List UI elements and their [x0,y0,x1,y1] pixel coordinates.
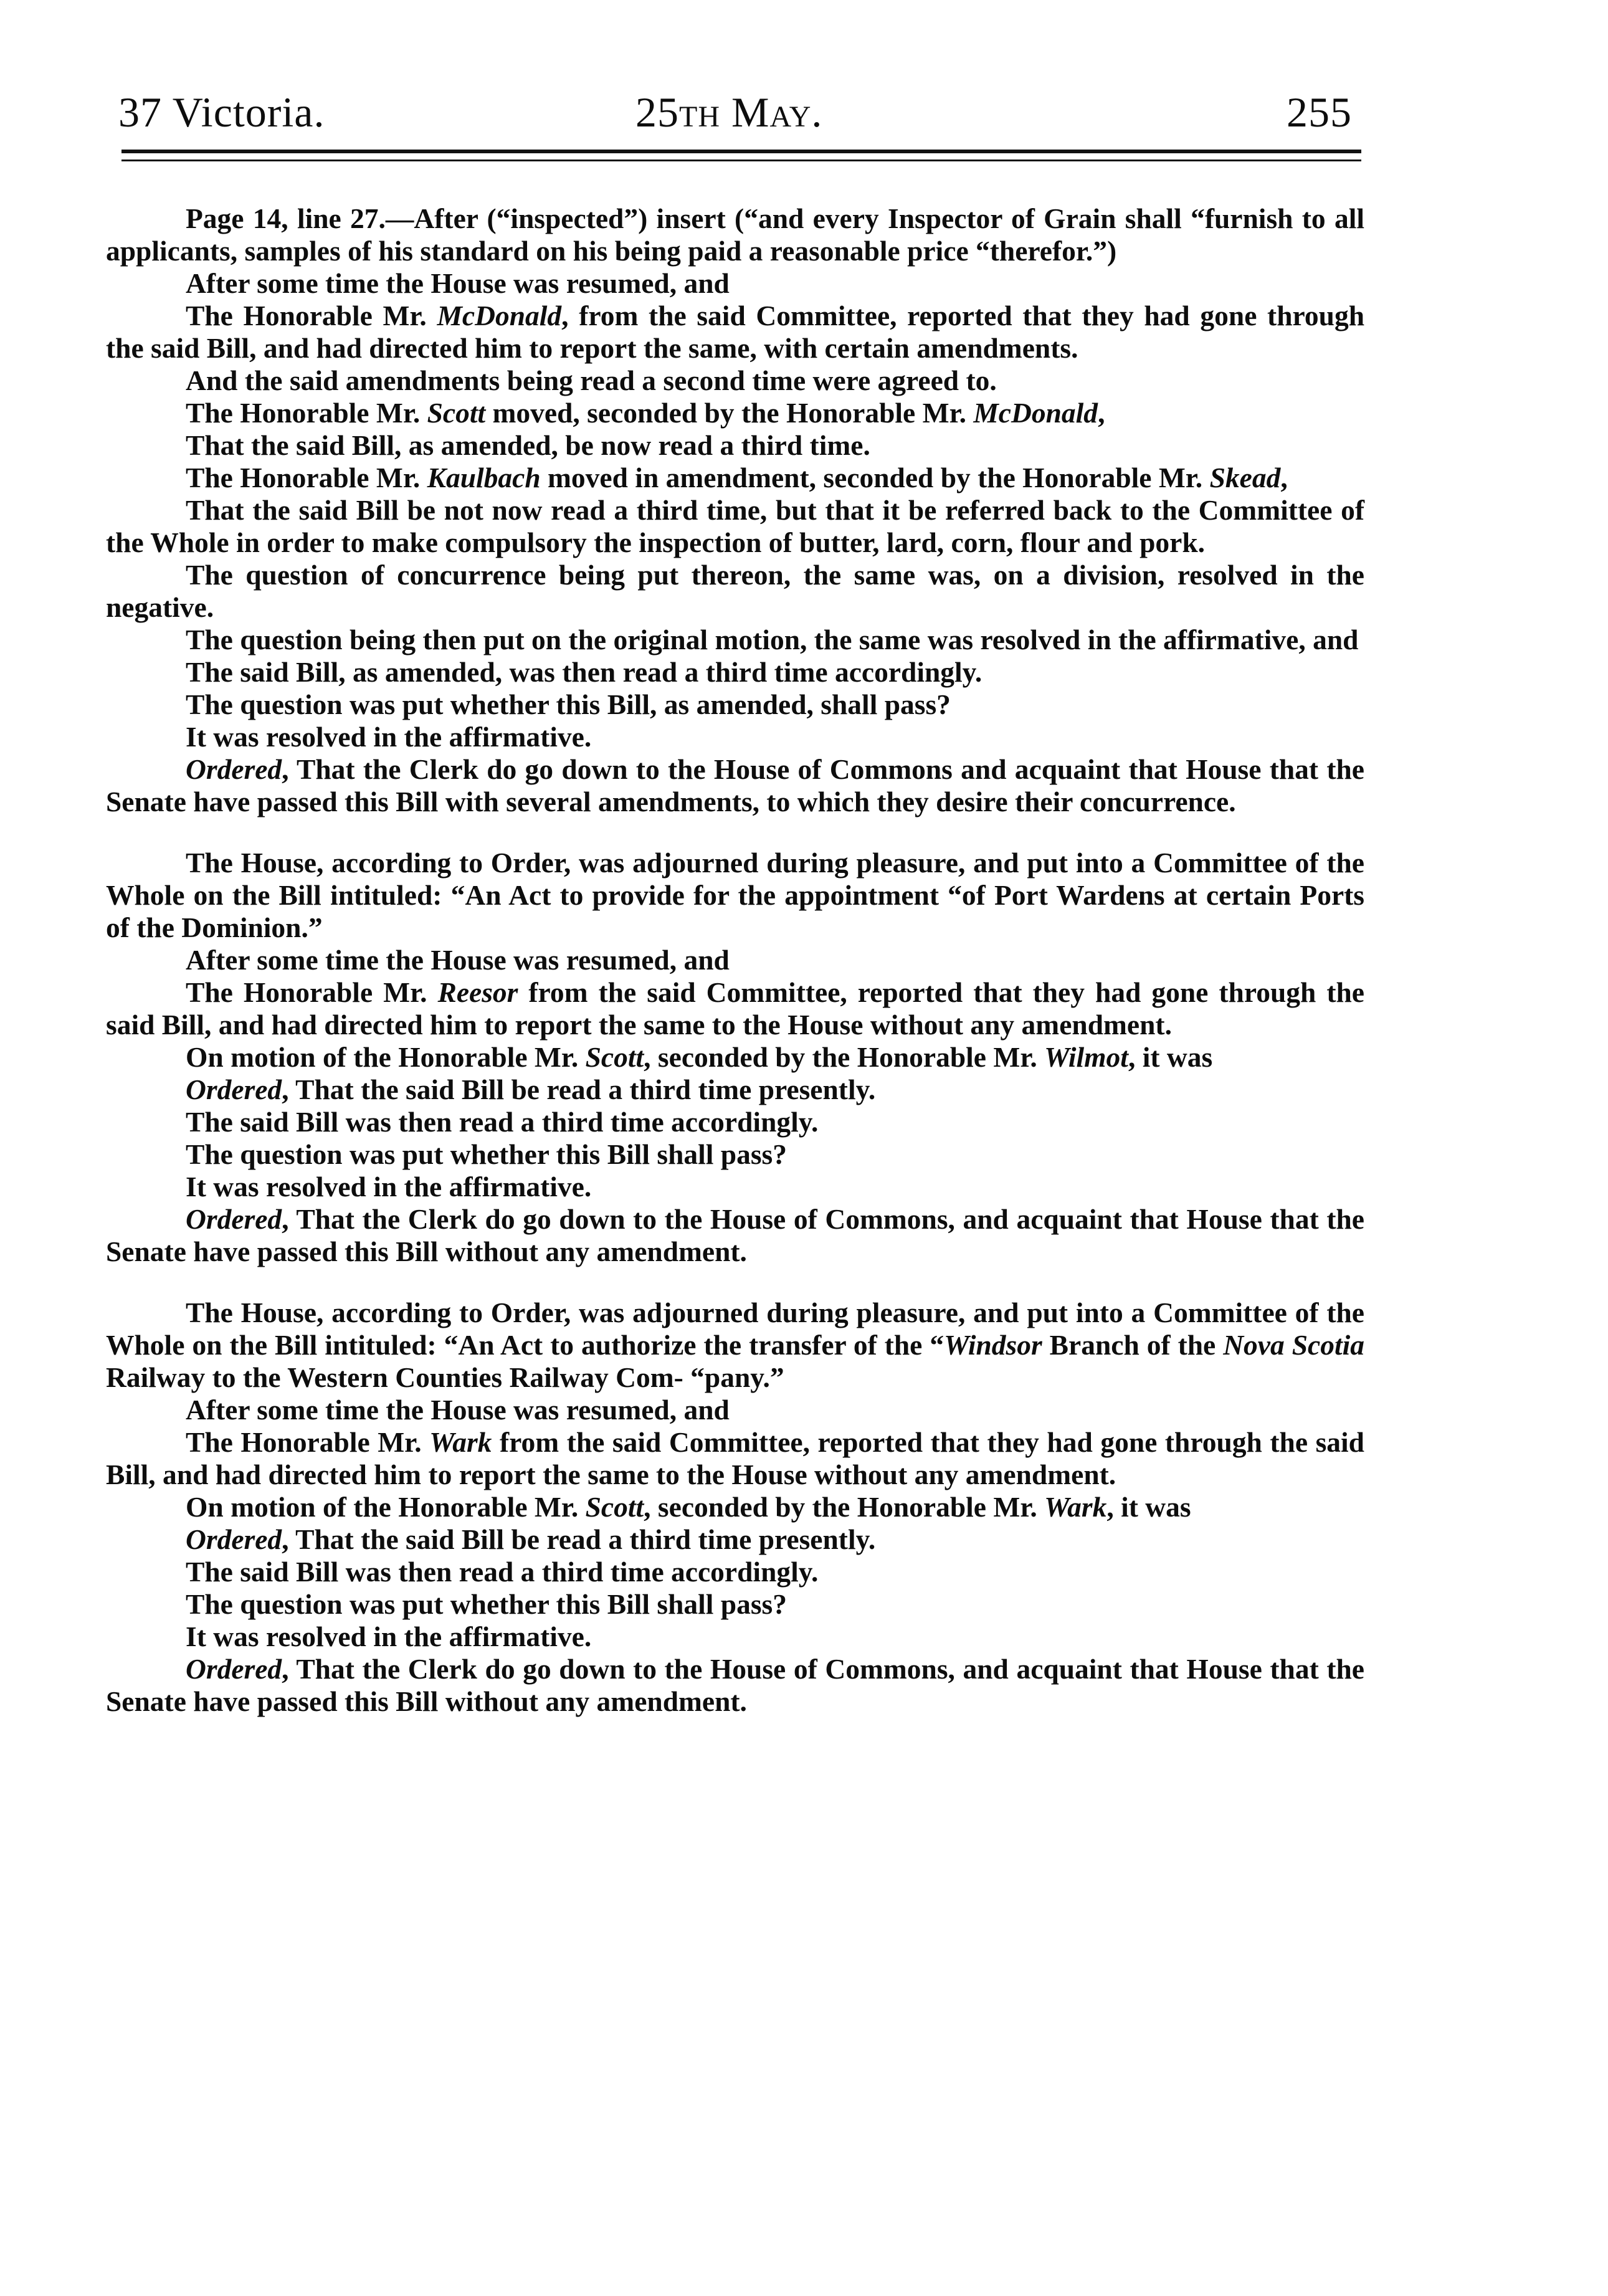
paragraph: After some time the House was resumed, and [186,267,730,299]
amendment-page-14: Page 14, line 27.—After (“inspected”) insert (“and every Inspector of Grain shall “furnish to all applicants, samples of his standard on his being paid a reasonable price “therefor.”) [106,202,1364,267]
paragraph: The said Bill, as amended, was then read a third time accordingly. [186,656,982,688]
paragraph: The House, according to Order, was adjourned during pleasure, and put into a Committee of the Whole on the Bill intituled: “An Act to provide for the appointment “of Port Wardens at certain Ports of the Dominion.” [106,847,1364,943]
paragraph: The said Bill was then read a third time accordingly. [186,1556,819,1588]
paragraph: Ordered, That the said Bill be read a third time presently. [186,1074,876,1105]
paragraph: The question being then put on the original motion, the same was resolved in the affirmative, and [186,624,1359,655]
paragraph: The Honorable Mr. McDonald, from the said Committee, reported that they had gone through the said Bill, and had directed him to report the same, with certain amendments. [106,300,1364,364]
paragraph: The question was put whether this Bill shall pass? [186,1138,787,1170]
paragraph: On motion of the Honorable Mr. Scott, seconded by the Honorable Mr. Wilmot, it was [186,1041,1213,1073]
paragraph: The Honorable Mr. Wark from the said Committee, reported that they had gone through the said Bill, and had directed him to report the same to the House without any amendment. [106,1426,1364,1490]
paragraph: The Honorable Mr. Reesor from the said Committee, reported that they had gone through the said Bill, and had directed him to report the same to the House without any amendment. [106,976,1364,1041]
paragraph: The House, according to Order, was adjourned during pleasure, and put into a Committee of the Whole on the Bill intituled: “An Act to authorize the transfer of the “Windsor Branch of the Nova Scotia Railway to the Western Counties Railway Com- “pany.” [106,1297,1364,1393]
paragraph: And the said amendments being read a second time were agreed to. [186,364,997,396]
document-page [87,0,1364,2296]
paragraph: That the said Bill be not now read a third time, but that it be referred back to the Committee of the Whole in order to make compulsory the inspection of butter, lard, corn, flour and pork. [106,494,1364,558]
paragraph: The question was put whether this Bill, as amended, shall pass? [186,688,951,720]
paragraph: On motion of the Honorable Mr. Scott, seconded by the Honorable Mr. Wark, it was [186,1491,1191,1523]
paragraph: It was resolved in the affirmative. [186,1621,592,1652]
header-rule-thin [121,160,1361,161]
paragraph: After some time the House was resumed, and [186,944,730,976]
page-number: 255 [1287,88,1352,136]
paragraph: Ordered, That the Clerk do go down to the House of Commons and acquaint that House that the Senate have passed this Bill with several amendments, to which they desire their concurrence. [106,753,1364,817]
paragraph: The Honorable Mr. Kaulbach moved in amendment, seconded by the Honorable Mr. Skead, [186,462,1288,493]
paragraph: That the said Bill, as amended, be now read a third time. [186,429,870,461]
paragraph: The question was put whether this Bill shall pass? [186,1588,787,1620]
paragraph: The question of concurrence being put thereon, the same was, on a division, resolved in the negative. [106,559,1364,623]
page-date: 25th May. [635,88,823,136]
paragraph: The said Bill was then read a third time accordingly. [186,1106,819,1138]
paragraph: After some time the House was resumed, and [186,1394,730,1426]
page-header [87,81,1358,143]
paragraph: Ordered, That the Clerk do go down to the House of Commons, and acquaint that House that the Senate have passed this Bill without any amendment. [106,1203,1364,1267]
header-rule-thick [121,150,1361,153]
paragraph: It was resolved in the affirmative. [186,721,592,753]
regnal-year: 37 Victoria. [118,88,325,136]
paragraph: Ordered, That the said Bill be read a third time presently. [186,1523,876,1555]
paragraph: Ordered, That the Clerk do go down to the House of Commons, and acquaint that House that the Senate have passed this Bill without any amendment. [106,1653,1364,1717]
paragraph: It was resolved in the affirmative. [186,1171,592,1203]
journal-text [106,202,1364,1718]
paragraph: The Honorable Mr. Scott moved, seconded by the Honorable Mr. McDonald, [186,397,1105,429]
